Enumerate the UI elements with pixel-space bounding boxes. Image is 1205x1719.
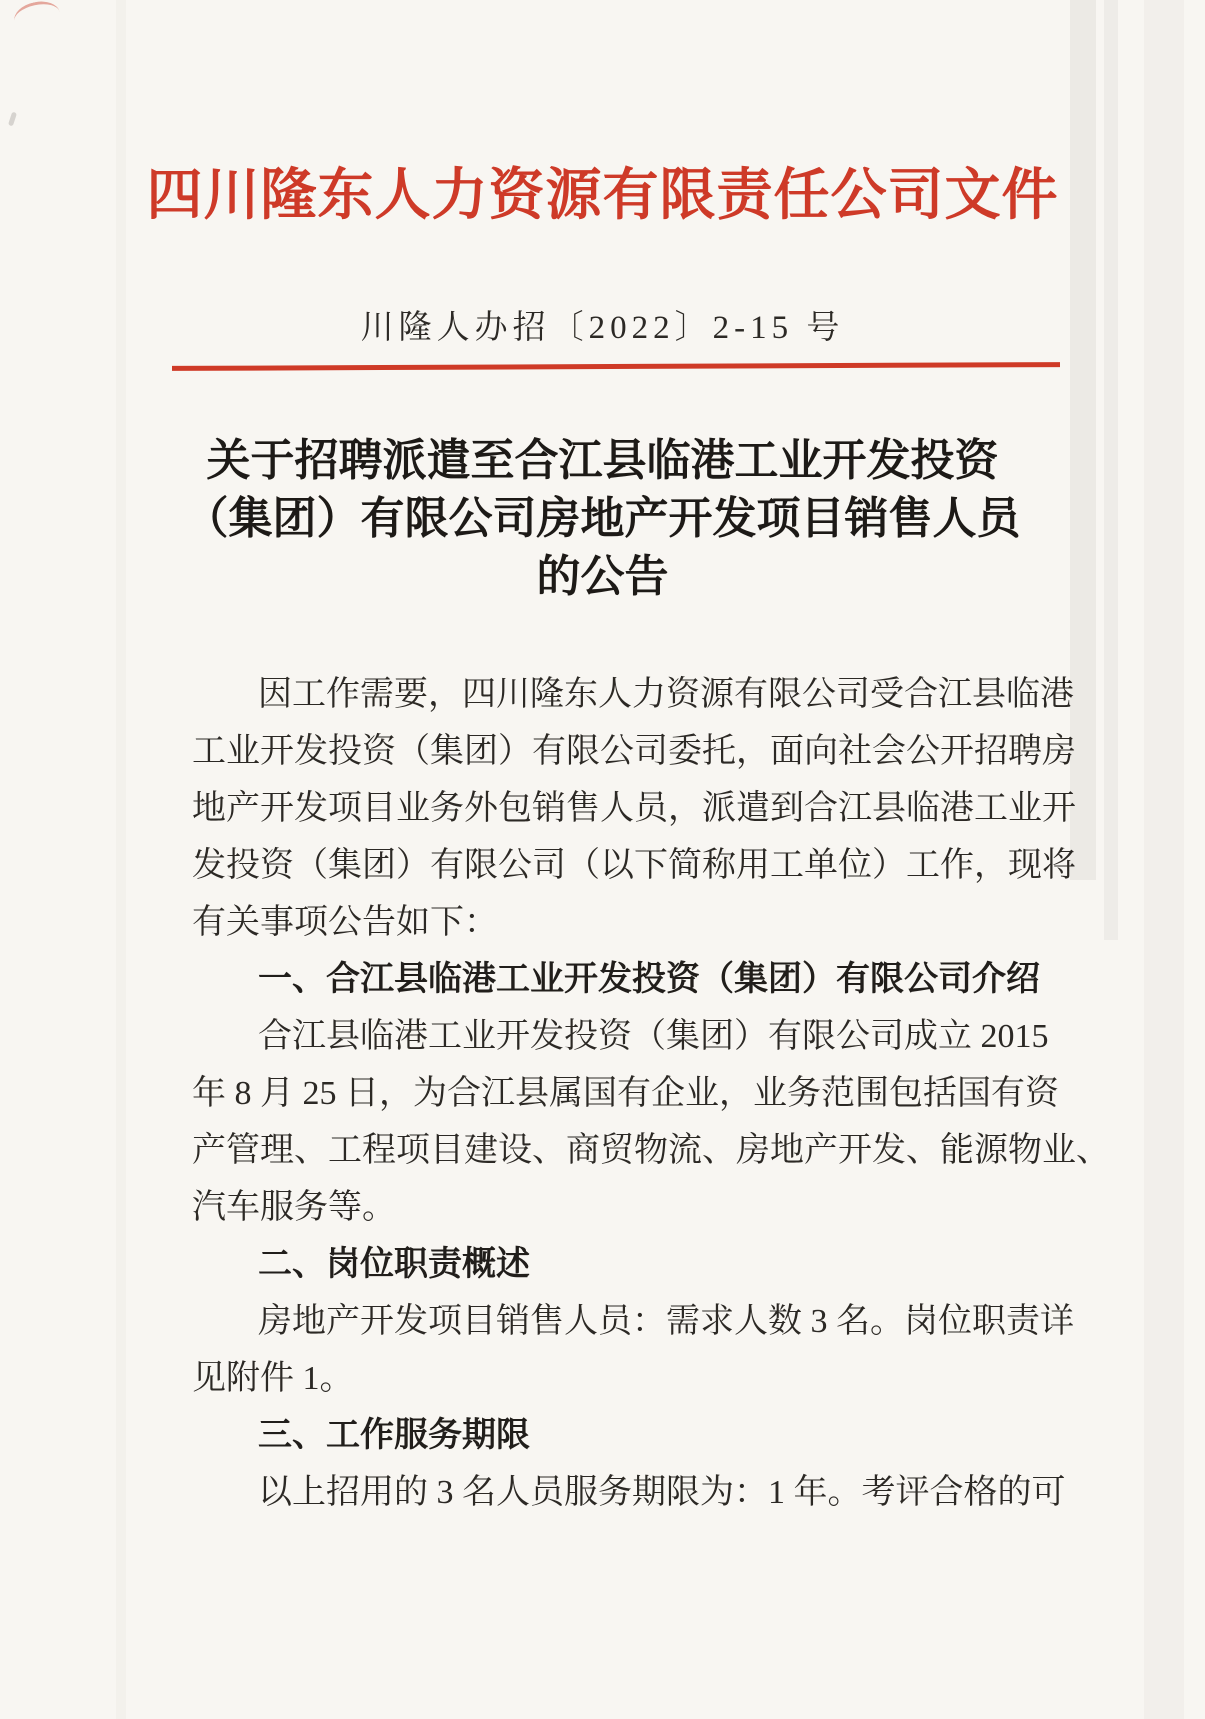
section-heading-2: 二、岗位职责概述 xyxy=(258,1246,530,1283)
document-title-line: 关于招聘派遣至合江县临港工业开发投资 xyxy=(206,436,999,485)
body-line: 见附件 1。 xyxy=(192,1360,354,1397)
body-line: 产管理、工程项目建设、商贸物流、房地产开发、能源物业、 xyxy=(192,1132,1110,1169)
document-body xyxy=(192,666,1110,1521)
body-line: 有关事项公告如下： xyxy=(192,904,498,941)
body-line: 年 8 月 25 日，为合江县属国有企业，业务范围包括国有资 xyxy=(192,1075,1059,1112)
body-line: 发投资（集团）有限公司（以下简称用工单位）工作，现将 xyxy=(192,847,1076,884)
body-line: 工业开发投资（集团）有限公司委托，面向社会公开招聘房 xyxy=(192,733,1076,770)
body-line: 因工作需要，四川隆东人力资源有限公司受合江县临港 xyxy=(258,676,1074,713)
section-heading-1: 一、合江县临港工业开发投资（集团）有限公司介绍 xyxy=(258,961,1040,998)
scan-corner-mark xyxy=(11,0,62,35)
scan-speck xyxy=(8,112,17,127)
red-divider-rule xyxy=(172,362,1060,371)
section-heading-3: 三、工作服务期限 xyxy=(258,1417,530,1454)
document-title-line: （集团）有限公司房地产开发项目销售人员 xyxy=(184,494,1021,543)
body-line: 地产开发项目业务外包销售人员，派遣到合江县临港工业开 xyxy=(192,790,1076,827)
body-line: 汽车服务等。 xyxy=(192,1189,396,1226)
body-line: 以上招用的 3 名人员服务期限为：1 年。考评合格的可 xyxy=(258,1474,1066,1511)
scan-streak xyxy=(116,0,126,1719)
body-line: 房地产开发项目销售人员：需求人数 3 名。岗位职责详 xyxy=(258,1303,1074,1340)
document-title-line: 的公告 xyxy=(536,552,669,601)
body-line: 合江县临港工业开发投资（集团）有限公司成立 2015 xyxy=(258,1018,1049,1055)
document-number: 川隆人办招〔2022〕2-15 号 xyxy=(360,310,845,346)
letterhead-org-title: 四川隆东人力资源有限责任公司文件 xyxy=(146,165,1059,227)
document-title xyxy=(0,432,1205,606)
scan-streak xyxy=(1144,0,1184,1719)
